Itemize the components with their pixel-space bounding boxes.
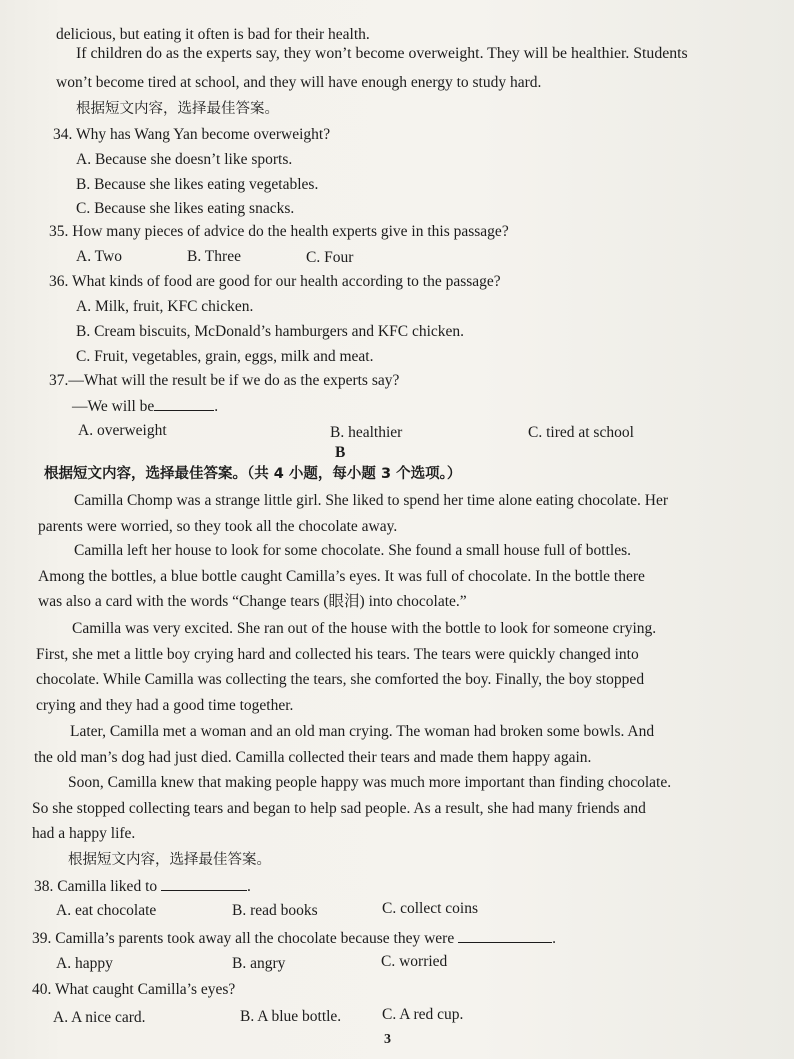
passage-b-line: was also a card with the words “Change tears (眼泪) into chocolate.” [38, 593, 467, 610]
question-38-stem [34, 876, 251, 897]
passage-b-line: had a happy life. [32, 825, 136, 842]
question-38-option-b[interactable]: B. read books [232, 902, 318, 919]
question-40-option-a[interactable]: A. A nice card. [53, 1009, 146, 1026]
section-b-heading: 根据短文内容，选择最佳答案。（共 4 小题，每小题 3 个选项。） [44, 466, 462, 482]
question-38-option-a[interactable]: A. eat chocolate [56, 902, 157, 919]
passage-a-line: If children do as the experts say, they won’t become overweight. They will be healthier. Students [76, 45, 688, 62]
question-36-stem: 36. What kinds of food are good for our health according to the passage? [49, 273, 501, 290]
question-39-option-a[interactable]: A. happy [56, 955, 113, 972]
passage-b-paragraph-5 [32, 770, 746, 847]
question-36-option-c[interactable]: C. Fruit, vegetables, grain, eggs, milk and meat. [76, 348, 374, 365]
question-39-stem-prefix: 39. Camilla’s parents took away all the chocolate because they were [32, 930, 455, 947]
question-34-option-c[interactable]: C. Because she likes eating snacks. [76, 200, 295, 217]
question-36-option-a[interactable]: A. Milk, fruit, KFC chicken. [76, 298, 254, 315]
page-number: 3 [384, 1032, 391, 1047]
question-39-stem [32, 928, 556, 949]
passage-b-paragraph-1 [38, 488, 746, 539]
passage-b-line: chocolate. While Camilla was collecting the tears, she comforted the boy. Finally, the boy stopped [36, 671, 645, 688]
question-40-stem: 40. What caught Camilla’s eyes? [32, 981, 236, 998]
question-37-option-c[interactable]: C. tired at school [528, 424, 634, 441]
question-35-option-b[interactable]: B. Three [187, 248, 241, 265]
question-37-stem: 37.—What will the result be if we do as the experts say? [49, 372, 400, 389]
instruction-b: 根据短文内容，选择最佳答案。 [68, 852, 271, 868]
passage-b-line: crying and they had a good time together. [36, 696, 294, 714]
passage-b-line: parents were worried, so they took all the chocolate away. [38, 517, 398, 535]
question-40-option-b[interactable]: B. A blue bottle. [240, 1008, 342, 1025]
question-37-answer-prefix: —We will be [72, 398, 155, 415]
question-38-stem-prefix: 38. Camilla liked to [34, 878, 158, 895]
passage-b-line: Camilla Chomp was a strange little girl. She liked to spend her time alone eating chocolate. Her [74, 492, 669, 509]
answer-blank[interactable] [458, 928, 552, 943]
passage-b-line: the old man’s dog had just died. Camilla collected their tears and made them happy again. [34, 748, 592, 766]
passage-b-line: So she stopped collecting tears and began to help sad people. As a result, she had many friends and [32, 799, 646, 817]
question-34-option-a[interactable]: A. Because she doesn’t like sports. [76, 151, 293, 168]
question-34-stem: 34. Why has Wang Yan become overweight? [53, 126, 331, 143]
question-35-option-a[interactable]: A. Two [76, 248, 122, 265]
passage-b-line: Camilla left her house to look for some chocolate. She found a small house full of bottles. [74, 542, 632, 559]
passage-b-line: Among the bottles, a blue bottle caught Camilla’s eyes. It was full of chocolate. In the bottle there [38, 567, 645, 585]
question-36-option-b[interactable]: B. Cream biscuits, McDonald’s hamburgers and KFC chicken. [76, 323, 465, 340]
passage-a-line: delicious, but eating it often is bad for their health. [56, 26, 370, 43]
passage-b-line: First, she met a little boy crying hard and collected his tears. The tears were quickly changed into [36, 645, 639, 663]
question-39-stem-suffix: . [552, 930, 556, 947]
question-39-option-b[interactable]: B. angry [232, 955, 286, 972]
passage-b-line: Later, Camilla met a woman and an old man crying. The woman had broken some bowls. And [70, 723, 655, 740]
passage-b-paragraph-2 [38, 538, 746, 615]
question-38-option-c[interactable]: C. collect coins [382, 900, 478, 917]
passage-b-paragraph-4 [34, 719, 746, 770]
question-35-option-c[interactable]: C. Four [306, 249, 354, 266]
passage-a-line: won’t become tired at school, and they will have enough energy to study hard. [56, 74, 542, 91]
answer-blank[interactable] [154, 396, 214, 411]
question-37-answer-suffix: . [214, 398, 219, 415]
question-34-option-b[interactable]: B. Because she likes eating vegetables. [76, 176, 319, 193]
passage-b-paragraph-3 [36, 616, 746, 718]
question-37-answer-line [72, 396, 218, 417]
question-37-option-b[interactable]: B. healthier [330, 424, 403, 441]
answer-blank[interactable] [161, 876, 247, 891]
section-b-letter: B [335, 444, 346, 461]
question-40-option-c[interactable]: C. A red cup. [382, 1006, 464, 1023]
question-37-option-a[interactable]: A. overweight [78, 422, 167, 439]
question-35-stem: 35. How many pieces of advice do the health experts give in this passage? [49, 223, 509, 240]
question-39-option-c[interactable]: C. worried [381, 953, 448, 970]
passage-b-line: Soon, Camilla knew that making people happy was much more important than finding chocolate. [68, 774, 672, 791]
instruction-a: 根据短文内容，选择最佳答案。 [76, 101, 279, 117]
passage-b-line: Camilla was very excited. She ran out of the house with the bottle to look for someone crying. [72, 620, 657, 637]
question-38-stem-suffix: . [247, 878, 251, 895]
